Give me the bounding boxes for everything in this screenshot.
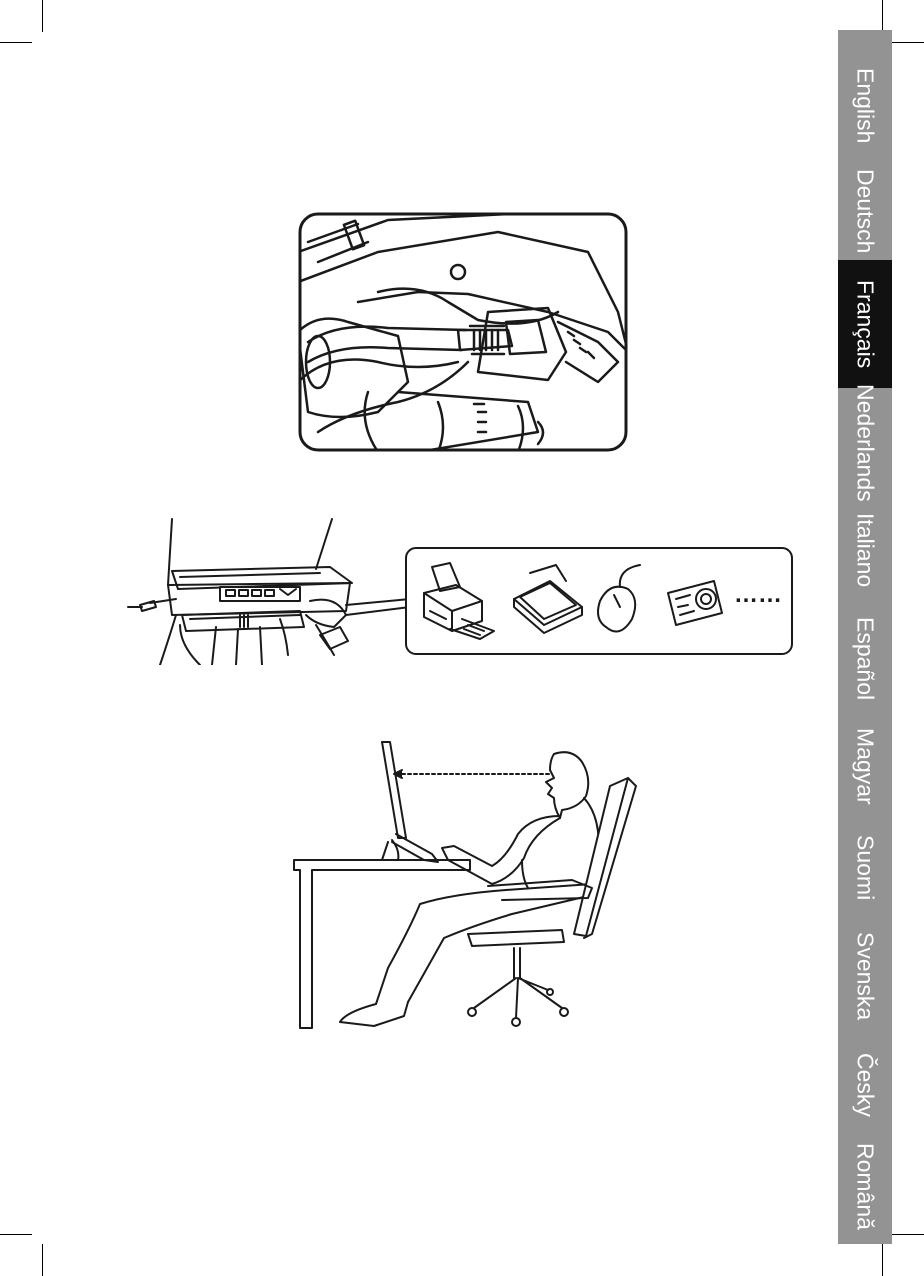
crop-mark [882, 0, 883, 32]
crop-mark [42, 1244, 43, 1276]
tab-label: Deutsch [852, 168, 879, 254]
tab-deutsch[interactable] [838, 162, 892, 260]
tab-svenska[interactable] [838, 920, 892, 1032]
tab-suomi[interactable] [838, 816, 892, 920]
tab-label: Italiano [852, 512, 879, 588]
crop-mark [0, 1234, 32, 1235]
tab-label: Español [852, 617, 879, 701]
crop-mark [42, 0, 43, 32]
crop-mark [0, 42, 32, 43]
tab-label: Magyar [852, 727, 879, 805]
tab-english[interactable] [838, 50, 892, 162]
crop-mark [892, 1234, 924, 1235]
figure-ergonomic-posture [292, 738, 642, 1034]
tab-label: Română [852, 1142, 879, 1230]
ergonomic-posture-illustration [292, 738, 642, 1034]
tab-espanol[interactable] [838, 602, 892, 716]
tab-magyar[interactable] [838, 716, 892, 816]
tab-label: Français [852, 279, 879, 369]
tab-italiano[interactable] [838, 498, 892, 602]
tab-cesky[interactable] [838, 1032, 892, 1138]
tab-label: Svenska [852, 931, 879, 1021]
tab-label: Suomi [852, 835, 879, 901]
crop-mark [882, 1244, 883, 1276]
tab-francais[interactable] [838, 260, 892, 388]
crop-mark [892, 42, 924, 43]
language-tab-strip [838, 30, 892, 1244]
tab-nederlands[interactable] [838, 384, 892, 502]
tab-label: English [852, 68, 879, 144]
more-devices-ellipsis: …… [734, 581, 782, 608]
tab-romana[interactable] [838, 1138, 892, 1234]
tab-label: Česky [852, 1053, 879, 1117]
hub-peripherals-illustration [120, 515, 800, 665]
figure-cable-connection [298, 212, 628, 452]
cable-connection-illustration [298, 212, 628, 452]
figure-hub-peripherals [120, 515, 800, 665]
tab-label: Nederlands [852, 384, 879, 502]
